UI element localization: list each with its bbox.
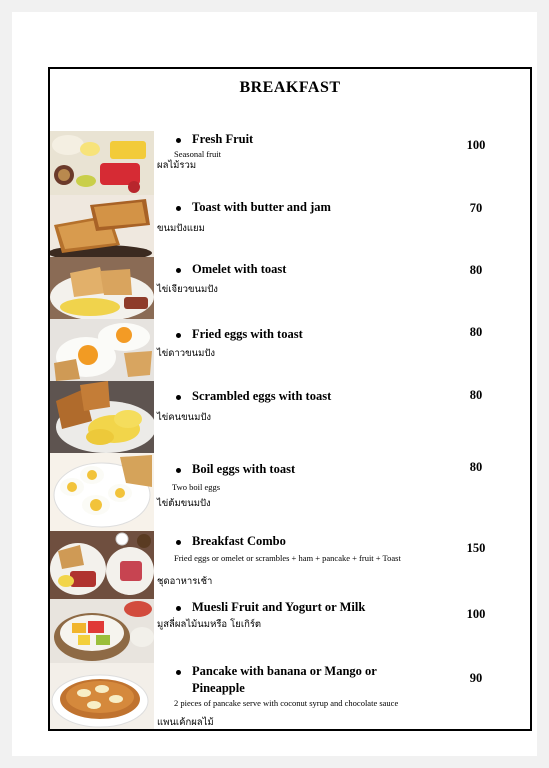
bullet-icon — [176, 268, 181, 273]
item-price: 100 — [466, 138, 486, 152]
item-thai-name: ไข่ดาวขนมปัง — [157, 348, 216, 359]
item-description: 2 pieces of pancake serve with coconut syrup and chocolate sauce — [174, 698, 399, 708]
item-thai-name: ผลไม้รวม — [157, 160, 197, 171]
item-name: Fried eggs with toast — [192, 327, 303, 341]
menu-item — [50, 599, 530, 663]
item-name: Fresh Fruit — [192, 132, 254, 146]
menu-item — [50, 663, 530, 729]
item-price: 90 — [469, 671, 483, 685]
item-name: Pancake with banana or Mango or Pineapple — [192, 664, 377, 695]
breakfast-combo-icon — [50, 531, 154, 599]
item-thai-name: ชุดอาหารเช้า — [157, 576, 213, 587]
menu-item — [50, 257, 530, 319]
item-thai-name: ขนมปังแยม — [157, 223, 205, 234]
bullet-icon — [176, 468, 181, 473]
menu-frame — [48, 67, 532, 731]
item-name: Toast with butter and jam — [192, 200, 331, 214]
pancake-icon — [50, 663, 154, 729]
muesli-bowl-icon — [50, 599, 154, 663]
item-thai-name: ไข่ต้มขนมปัง — [157, 498, 211, 509]
omelet-icon — [50, 257, 154, 319]
scrambled-egg-icon — [50, 381, 154, 453]
item-price: 80 — [469, 325, 483, 339]
item-description: Two boil eggs — [172, 482, 221, 492]
fruit-platter-icon — [50, 131, 154, 195]
item-price: 70 — [469, 201, 483, 215]
item-price: 80 — [469, 460, 483, 474]
item-thai-name: ไข่คนขนมปัง — [157, 412, 212, 423]
fried-egg-icon — [50, 319, 154, 381]
bullet-icon — [176, 138, 181, 143]
menu-item — [50, 131, 530, 195]
item-thai-name: ไข่เจียวขนมปัง — [157, 284, 218, 295]
bullet-icon — [176, 395, 181, 400]
menu-item — [50, 453, 530, 531]
menu-item — [50, 531, 530, 599]
item-name: Scrambled eggs with toast — [192, 389, 332, 403]
item-name: Breakfast Combo — [192, 534, 286, 548]
item-name: Muesli Fruit and Yogurt or Milk — [192, 600, 366, 614]
bullet-icon — [176, 333, 181, 338]
boiled-egg-icon — [50, 453, 154, 531]
menu-item — [50, 381, 530, 453]
item-name: Omelet with toast — [192, 262, 287, 276]
item-price: 100 — [466, 607, 486, 621]
item-description: Fried eggs or omelet or scrambles + ham + pancake + fruit + Toast — [174, 553, 401, 563]
item-price: 80 — [469, 263, 483, 277]
bullet-icon — [176, 670, 181, 675]
item-thai-name: มูสลี่ผลไม้นมหรือ โยเกิร์ต — [157, 619, 262, 630]
menu-page — [12, 12, 537, 756]
item-price: 80 — [469, 388, 483, 402]
menu-item — [50, 319, 530, 381]
item-thai-name: แพนเค้กผลไม้ — [157, 717, 214, 728]
menu-title: BREAKFAST — [239, 79, 341, 96]
menu-item — [50, 195, 530, 257]
bullet-icon — [176, 606, 181, 611]
bullet-icon — [176, 206, 181, 211]
toast-icon — [50, 195, 154, 257]
item-description: Seasonal fruit — [174, 149, 221, 159]
bullet-icon — [176, 540, 181, 545]
item-name: Boil eggs with toast — [192, 462, 296, 476]
item-price: 150 — [466, 541, 486, 555]
